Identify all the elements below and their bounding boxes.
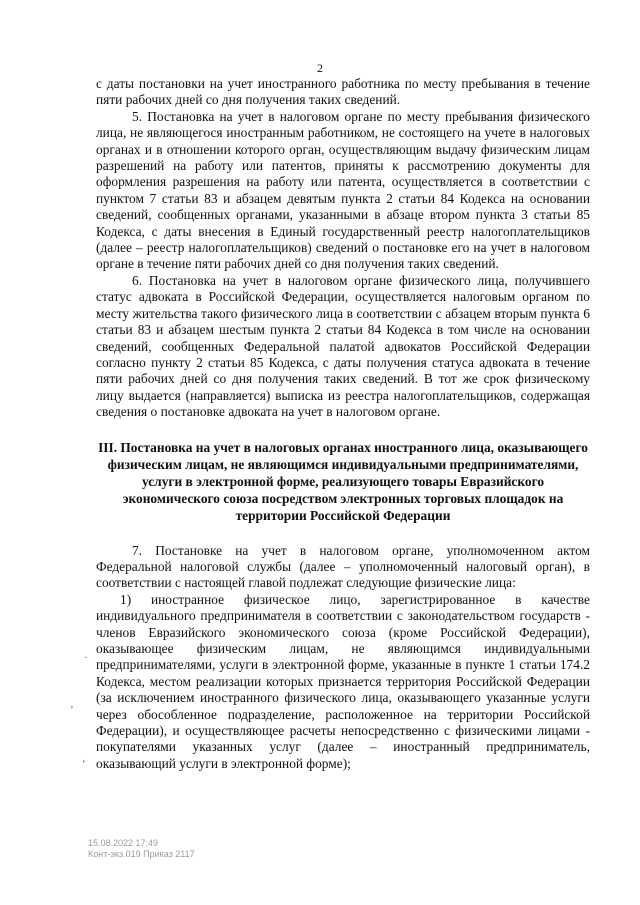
stamp-ref: Конт-экз.019 Приказ 2117 xyxy=(88,849,195,859)
page-number: 2 xyxy=(317,61,323,75)
section-heading: III. Постановка на учет в налоговых органах иностранного лица, оказывающего физическим лицам, не являющимся индивидуальными предпринимателями, услуги в электронной форме, реализующего товары Евразийского экономического союза посредством электронных торговых площадок на территории Российской Федерации xyxy=(98,439,588,524)
paragraph-continuation: с даты постановки на учет иностранного работника по месту пребывания в течение пяти рабочих дней со дня получения таких сведений. xyxy=(96,76,590,108)
paragraph-5: 5. Постановка на учет в налоговом органе по месту пребывания физического лица, не являющегося иностранным работником, не состоящего на учете в налоговых органах и в отношении которого орган, осуществляющим выдачу физическим лицам разрешений на работу или патентов, приняты к рассмотрению документы для оформления разрешения на работу или патента, осуществляется в соответствии с пунктом 7 статьи 83 и абзацем девятым пункта 2 статьи 84 Кодекса на основании сведений, сообщенных органами, указанными в абзаце втором пункта 3 статьи 85 Кодекса, с даты внесения в Единый государственный реестр налогоплательщиков (далее – реестр налогоплательщиков) сведений о постановке его на учет в налоговом органе в течение пяти рабочих дней со дня получения таких сведений. xyxy=(96,108,590,272)
margin-pen-mark: ʼ xyxy=(70,704,74,716)
list-item-1: 1) иностранное физическое лицо, зарегистрированное в качестве индивидуального предпринимателя в соответствии с законодательством государств - членов Евразийского экономического союза (кроме Российской Федерации), оказывающее физическим лицам, не являющимся индивидуальными предпринимателями, услуги в электронной форме, указанные в пункте 1 статьи 174.2 Кодекса, местом реализации которых признается территория Российской Федерации (за исключением иностранного физического лица, оказывающего указанные услуги через обособленное подразделение, расположенное на территории Российской Федерации), и осуществляющее расчеты непосредственно с физическими лицами - покупателями указанных услуг (далее – иностранный предприниматель, оказывающий услуги в электронной форме); xyxy=(96,591,590,771)
margin-tick-mark: ʻ xyxy=(82,758,86,770)
paragraph-6: 6. Постановка на учет в налоговом органе физического лица, получившего статус адвоката в Российской Федерации, осуществляется налоговым органом по месту жительства такого физического лица в соответствии с абзацем вторым пункта 6 статьи 83 и абзацем шестым пункта 2 статьи 84 Кодекса в том числе на основании сведений, сообщенных Федеральной палатой адвокатов Российской Федерации согласно пункту 2 статьи 85 Кодекса, с даты получения статуса адвоката в течение пяти рабочих дней со дня получения таких сведений. В тот же срок физическому лицу выдается (направляется) выписка из реестра налогоплательщиков, содержащая сведения о постановке адвоката на учет в налоговом органе. xyxy=(96,272,590,420)
margin-dot-mark: · xyxy=(84,652,88,664)
scan-stamp xyxy=(88,838,195,860)
paragraph-7: 7. Постановке на учет в налоговом органе, уполномоченном актом Федеральной налоговой службы (далее – уполномоченный налоговый орган), в соответствии с настоящей главой подлежат следующие физические лица: xyxy=(96,542,590,591)
document-body xyxy=(96,76,590,772)
stamp-date: 15.08.2022 17:49 xyxy=(88,838,159,848)
